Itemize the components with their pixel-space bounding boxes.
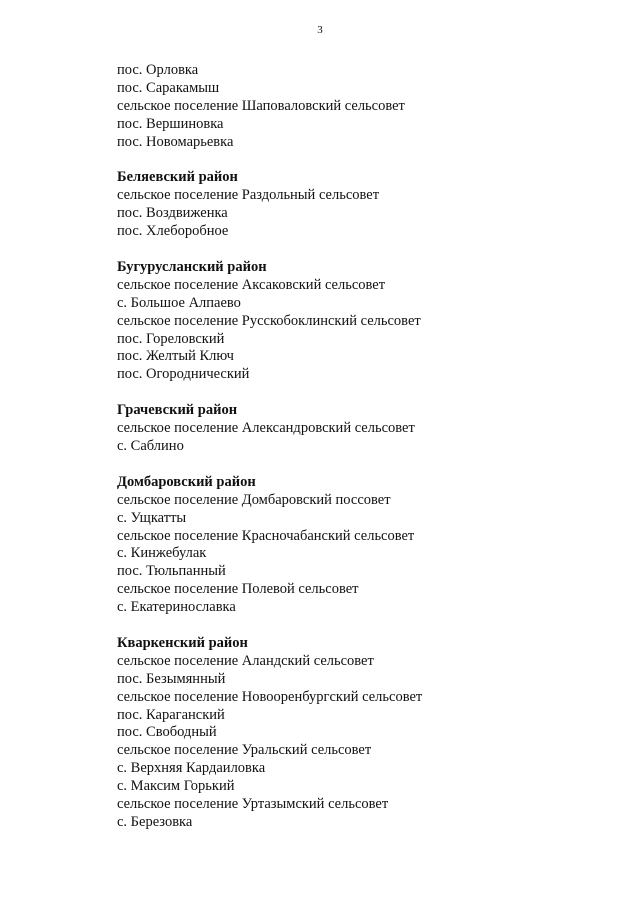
district-section [117,259,597,384]
continued-list [117,62,597,152]
list-item: пос. Вершиновка [117,115,224,132]
list-item: с. Кинжебулак [117,545,207,562]
list-item: с. Максим Горький [117,778,235,795]
list-item: с. Верхняя Кардаиловка [117,760,266,777]
district-heading: Беляевский район [117,169,238,186]
district-section [117,635,597,832]
district-section [117,474,597,617]
list-item: пос. Орловка [117,62,199,78]
list-item: с. Березовка [117,813,193,830]
district-section [117,169,597,241]
list-item: сельское поселение Уральский сельсовет [117,742,372,759]
district-section [117,402,597,456]
list-item: пос. Гореловский [117,330,225,347]
list-item: пос. Тюльпанный [117,563,226,580]
list-item: сельское поселение Уртазымский сельсовет [117,796,389,813]
list-item: пос. Саракамыш [117,79,220,96]
list-item: сельское поселение Александровский сельсовет [117,420,415,437]
list-item: пос. Свободный [117,724,217,741]
list-item: с. Большое Алпаево [117,294,241,311]
district-heading: Бугурусланский район [117,258,267,275]
list-item: сельское поселение Красночабанский сельсовет [117,527,415,544]
section-spacer [117,617,597,635]
list-item: сельское поселение Аландский сельсовет [117,652,374,669]
section-spacer [117,384,597,402]
section-spacer [117,241,597,259]
list-item: с. Саблино [117,437,184,454]
section-spacer [117,152,597,170]
list-item: пос. Огороднический [117,366,250,383]
list-item: пос. Воздвиженка [117,205,228,222]
list-item: пос. Хлеборобное [117,223,229,240]
list-item: пос. Желтый Ключ [117,348,234,365]
list-item: пос. Безымянный [117,670,226,687]
district-heading: Домбаровский район [117,473,256,490]
list-item: сельское поселение Домбаровский поссовет [117,491,391,508]
list-item: сельское поселение Новооренбургский сельсовет [117,688,423,705]
list-item: пос. Новомарьевка [117,133,234,150]
list-item: сельское поселение Раздольный сельсовет [117,187,380,204]
district-heading: Кваркенский район [117,634,248,651]
list-item: пос. Караганский [117,706,225,723]
settlement-list [117,62,597,832]
page-number: 3 [317,24,323,36]
section-spacer [117,456,597,474]
list-item: сельское поселение Шаповаловский сельсовет [117,97,405,114]
list-item: сельское поселение Аксаковский сельсовет [117,276,386,293]
list-item: с. Ущкатты [117,509,187,526]
district-heading: Грачевский район [117,402,238,419]
list-item: сельское поселение Полевой сельсовет [117,581,359,598]
list-item: с. Екатеринославка [117,599,236,616]
list-item: сельское поселение Русскобоклинский сельсовет [117,312,421,329]
